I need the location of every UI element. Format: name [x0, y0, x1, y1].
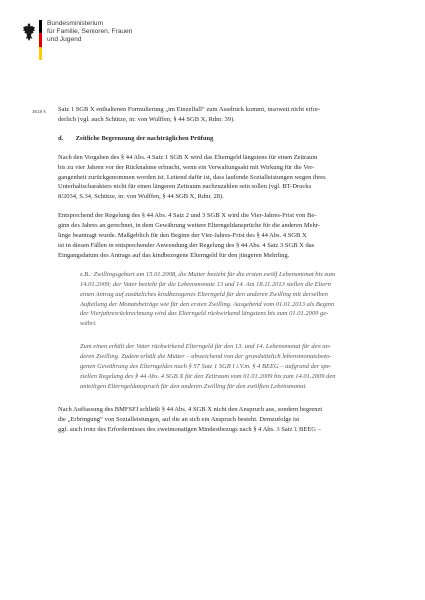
text-line: deren Zwilling. Zudem erhält die Mutter – abweichend von der grundsätzlich lebensmonatsbezo-: [80, 353, 332, 361]
text-line: ggf. auch trotz des Erfordernisses des zweimonatigen Mindestbezugs nach § 4 Abs. 3 Satz 1 BEEG –: [58, 425, 321, 433]
text-line: die „Erbringung“ von Sozialleistungen, auf die an sich ein Anspruch besteht. Demzufolge ist: [58, 415, 300, 423]
ministry-header: [22, 20, 132, 66]
ministry-name-line: und Jugend: [47, 36, 82, 44]
intro-paragraph: [58, 105, 392, 125]
text-line: Nach den Vorgaben des § 44 Abs. 4 Satz 1 SGB X wird das Elterngeld längstens für einen Zeitraum: [58, 153, 318, 161]
paragraph-time-limit: [58, 153, 392, 203]
example-block-1: [80, 270, 392, 329]
paragraph-bmfsfj-view: [58, 405, 392, 435]
text-line: Aufteilung der Monatsbeträge wie für den ersten Zwilling. Ausgehend vom 01.01.2013 als Beginn: [80, 300, 335, 308]
section-title: Zeitliche Begrenzung der nachträglichen Prüfung: [75, 134, 214, 142]
ministry-name-line: für Familie, Senioren, Frauen: [47, 28, 133, 36]
text-line: 14.01.2009; der Vater bezieht für die Lebensmonate 13 und 14. Am 18.11.2013 stellen die Eltern: [80, 280, 331, 288]
text-line: Satz 1 SGB X enthaltenen Formulierung „im Einzelfall“ zum Ausdruck kommt, insoweit nicht erfor-: [58, 106, 321, 113]
text-line: z.B.: Zwillingsgeburt am 15.01.2008, die Mutter bezieht für die ersten zwölf Lebensmonat bis zum: [80, 270, 335, 278]
text-line: ziellen Regelung des § 44 Abs. 4 SGB X für den Zeitraum vom 01.01.2009 bis zum 14.01.2009 den: [80, 372, 336, 380]
text-line: anteiligen Elterngeldanspruch für den anderen Zwilling für den zwölften Lebensmonat.: [80, 382, 307, 390]
text-line: 8/2034, S.34, Schütze, in: von Wulffen, § 44 SGB X, Rdnr. 28).: [58, 193, 224, 201]
document-body: [58, 105, 392, 443]
text-line: derlich (vgl. auch Schütze, in: von Wulffen, § 44 SGB X, Rdnr. 39).: [58, 115, 235, 123]
text-line: ginn des Jahres an gerechnet, in dem Gewährung weitere Elterngeldansprüche für die anderen Mehr-: [58, 222, 320, 230]
text-line: genen Gewährung des Elterngeldes nach § 57 Satz 1 SGB I i.V.m. § 4 BEEG – aufgrund der spe-: [80, 363, 332, 371]
text-line: ist in diesen Fällen in entsprechender Anwendung der Regelung des § 44 Abs. 4 Satz 3 SGB X das: [58, 241, 315, 249]
section-number: d.: [58, 134, 64, 142]
flag-bar: [39, 20, 42, 60]
text-line: einen Antrag auf zusätzliches kindbezogenes Elterngeld für den anderen Zwilling mit derselben: [80, 290, 328, 298]
bundesadler-icon: [22, 22, 36, 42]
text-line: Nach Auffassung des BMFSFJ schließt § 44 Abs. 4 SGB X nicht den Anspruch aus, sondern begrenzt: [58, 405, 323, 413]
text-line: Unterhaltscharakters nicht für einen längeren Zeitraum nachzuzahlen sein sollen (vgl. BT-Drucks: [58, 183, 311, 191]
ministry-name-line: Bundesministerium: [47, 20, 104, 27]
text-line: der Vierjahresrückrechnung wird das Elterngeld rückwirkend längstens bis zum 01.01.2009 ge-: [80, 310, 329, 318]
text-line: bis zu vier Jahren vor der Rücknahme erbracht, wenn ein Verwaltungsakt mit Wirkung für die Ver-: [58, 163, 315, 171]
margin-reference: 3619 k: [32, 109, 46, 114]
example-block-2: [80, 342, 392, 392]
text-line: gangenheit zurückgenommen worden ist. Leitend dafür ist, dass laufende Sozialleistungen wegen ihres: [58, 173, 326, 181]
text-line: Zum einen erhält der Vater rückwirkend Elterngeld für den 13. und 14. Lebensmonat für den an-: [80, 343, 332, 351]
section-heading: [58, 134, 392, 144]
text-line: linge beantragt wurde. Maßgeblich für den Beginn der Vier-Jahres-Frist des § 44 Abs. 4 SGB X: [58, 232, 307, 240]
paragraph-four-year-rule: [58, 211, 392, 261]
text-line: währt.: [80, 320, 97, 328]
ministry-name: [47, 20, 132, 45]
text-line: Entsprechend der Regelung des § 44 Abs. 4 Satz 2 und 3 SGB X wird die Vier-Jahres-Frist von Be-: [58, 212, 317, 220]
text-line: Eingangsdatum des Antrags auf das kindbezogene Elterngeld für den jüngeren Mehrling.: [58, 251, 290, 259]
